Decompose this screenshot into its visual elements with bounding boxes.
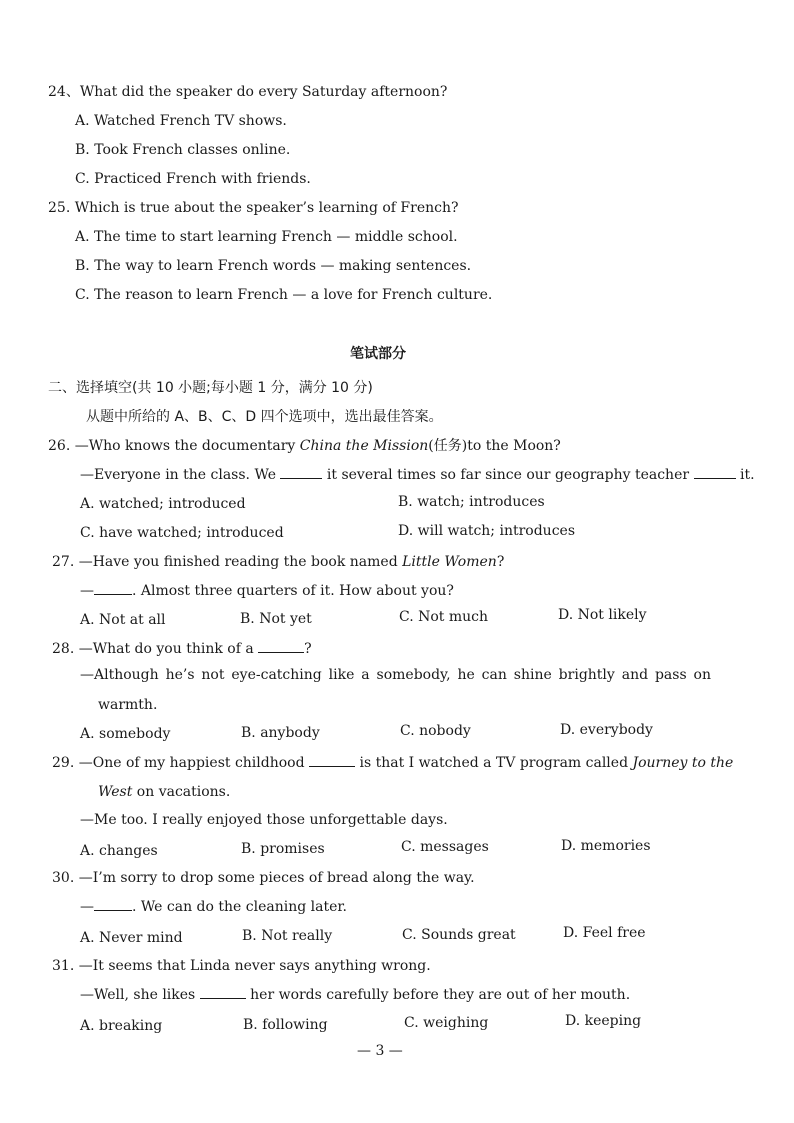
- question-number: 26.: [48, 438, 75, 454]
- question-number: 28.: [52, 641, 79, 657]
- answer-blank: [280, 466, 322, 479]
- option-a: A. Watched French TV shows.: [75, 113, 287, 129]
- option-b: B. Took French classes online.: [75, 142, 291, 158]
- question-27: [52, 553, 504, 571]
- text-part: . Almost three quarters of it. How about you?: [132, 583, 454, 599]
- option-d: D. everybody: [560, 722, 653, 738]
- option-a: A. changes: [80, 843, 158, 859]
- option-d: D. Feel free: [563, 925, 646, 941]
- text-part: on vacations.: [132, 784, 231, 800]
- option-a: A. watched; introduced: [80, 496, 246, 512]
- answer-blank: [94, 898, 132, 911]
- question-number: 29.: [52, 755, 79, 771]
- question-29-line3: —Me too. I really enjoyed those unforgettable days.: [80, 812, 448, 828]
- option-d: D. Not likely: [558, 607, 647, 623]
- option-c: C. Practiced French with friends.: [75, 171, 311, 187]
- question-title-italic: China the Mission: [299, 438, 429, 454]
- option-c: C. weighing: [404, 1015, 489, 1031]
- text-part: . We can do the cleaning later.: [132, 899, 347, 915]
- question-28-line3: warmth.: [98, 697, 158, 713]
- option-a: A. Not at all: [80, 612, 166, 628]
- question-28: [52, 640, 312, 658]
- question-stem: What did the speaker do every Saturday afternoon?: [79, 84, 448, 100]
- answer-blank: [694, 466, 736, 479]
- option-d: D. will watch; introduces: [398, 523, 576, 539]
- text-part: ?: [304, 641, 312, 657]
- question-26: [48, 437, 561, 455]
- question-number: 31.: [52, 958, 79, 974]
- page-number: — 3 —: [357, 1043, 403, 1059]
- option-a: A. somebody: [80, 726, 171, 742]
- question-29: [52, 754, 733, 772]
- section-title: 笔试部分: [350, 346, 406, 362]
- section-header: 二、选择填空(共 10 小题;每小题 1 分，满分 10 分): [48, 380, 373, 396]
- text-part: —It seems that Linda never says anything wrong.: [78, 958, 431, 974]
- text-part: her words carefully before they are out of her mouth.: [245, 987, 631, 1003]
- answer-blank: [94, 582, 132, 595]
- option-b: B. The way to learn French words — making sentences.: [75, 258, 472, 274]
- text-part: —Have you finished reading the book named: [78, 554, 403, 570]
- question-29-line2: [98, 783, 230, 801]
- question-number: 25.: [48, 200, 75, 216]
- option-b: B. Not yet: [240, 611, 312, 627]
- question-stem-part: (任务)to the Moon?: [428, 438, 561, 454]
- option-c: C. nobody: [400, 723, 471, 739]
- text-part: —Everyone in the class. We: [80, 467, 281, 483]
- question-title-italic: Little Women: [402, 554, 497, 570]
- text-part: —I’m sorry to drop some pieces of bread along the way.: [78, 870, 475, 886]
- option-c: C. Sounds great: [402, 927, 516, 943]
- answer-blank: [309, 754, 355, 767]
- option-c: C. have watched; introduced: [80, 525, 284, 541]
- text-part: —Well, she likes: [80, 987, 200, 1003]
- option-a: A. breaking: [80, 1018, 163, 1034]
- question-number: 24、: [48, 84, 80, 100]
- question-24: [48, 83, 447, 101]
- question-30: [52, 869, 475, 887]
- text-part: —What do you think of a: [78, 641, 259, 657]
- text-part: it several times so far since our geography teacher: [322, 467, 694, 483]
- option-b: B. anybody: [241, 725, 320, 741]
- section-instruction: 从题中所给的 A、B、C、D 四个选项中，选出最佳答案。: [86, 409, 443, 425]
- option-c: C. Not much: [399, 609, 489, 625]
- question-title-italic: Journey to the: [632, 755, 734, 771]
- text-part: —One of my happiest childhood: [78, 755, 310, 771]
- question-number: 30.: [52, 870, 79, 886]
- text-part: it.: [735, 467, 755, 483]
- question-28-line2: —Although he’s not eye-catching like a somebody, he can shine brightly and pass on: [80, 667, 711, 683]
- option-d: D. memories: [561, 838, 651, 854]
- question-title-italic: West: [98, 784, 133, 800]
- question-27-line2: [80, 582, 454, 600]
- option-a: A. The time to start learning French — middle school.: [75, 229, 458, 245]
- answer-blank: [258, 640, 304, 653]
- text-part: ?: [496, 554, 505, 570]
- text-part: —: [80, 899, 94, 915]
- answer-blank: [200, 986, 246, 999]
- question-number: 27.: [52, 554, 79, 570]
- question-stem: Which is true about the speaker’s learning of French?: [74, 200, 459, 216]
- text-part: —: [80, 583, 94, 599]
- option-b: B. following: [243, 1017, 328, 1033]
- option-c: C. messages: [401, 839, 489, 855]
- question-stem-part: —Who knows the documentary: [74, 438, 300, 454]
- option-d: D. keeping: [565, 1013, 642, 1029]
- option-b: B. Not really: [242, 928, 333, 944]
- question-26-line2: [80, 466, 755, 484]
- question-30-line2: [80, 898, 347, 916]
- text-part: is that I watched a TV program called: [355, 755, 633, 771]
- question-31: [52, 957, 431, 975]
- question-25: [48, 199, 458, 217]
- option-c: C. The reason to learn French — a love for French culture.: [75, 287, 493, 303]
- option-b: B. watch; introduces: [398, 494, 545, 510]
- question-31-line2: [80, 986, 630, 1004]
- option-b: B. promises: [241, 841, 325, 857]
- option-a: A. Never mind: [80, 930, 183, 946]
